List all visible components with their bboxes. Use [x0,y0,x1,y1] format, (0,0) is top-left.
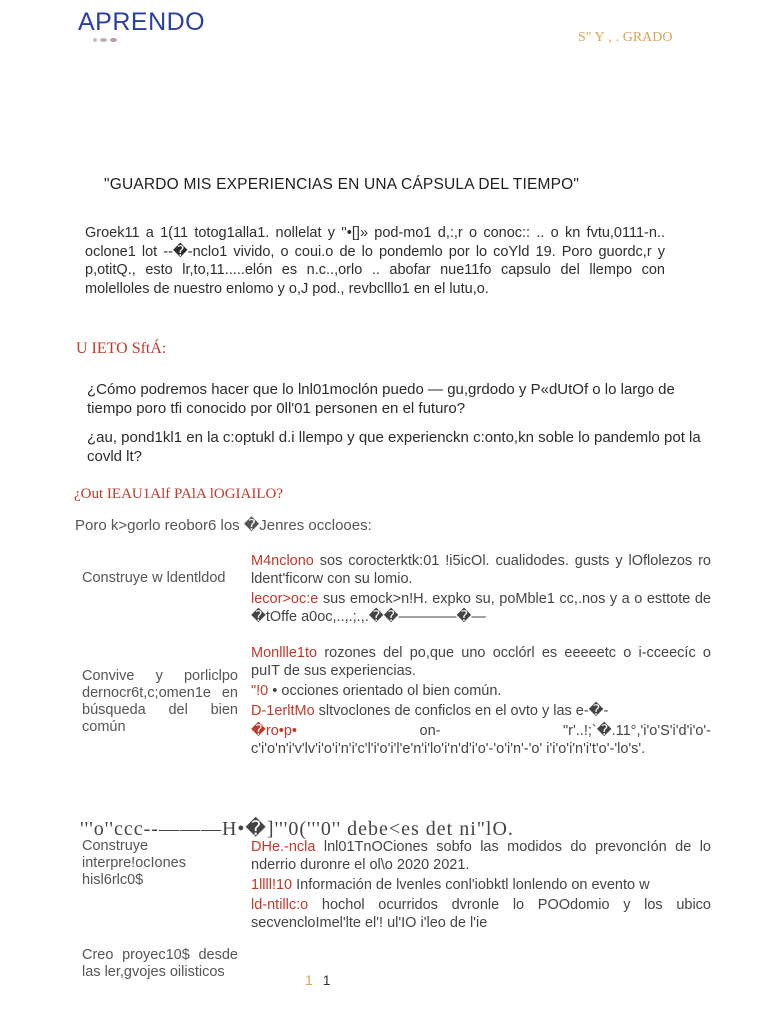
competency-cell: Convive y porliclpo dernocr6t,c;omen1e en búsqueda del bien común [82,668,238,735]
competency-cell: Construye w ldentldod [82,570,226,586]
action-label: Monllle1to [251,645,318,661]
action-label: DHe.-ncla [251,839,316,855]
action-label: M4nclono [251,553,314,569]
action-item [251,590,711,626]
intro-paragraph: Groek11 a 1(11 totog1alla1. nollelat y ''•[]» pod-mo1 d,:,r o conoc:: .. o kn fvtu,0111-n.. oclone1 lot --�-nclo1 vivido, o coui.o de lo pondemlo por lo coYld 19. Poro guordc,r y p,otitQ., esto lr,to,11.....elón es n.c..,orlo .. abofar nue11fo capsulo del llempo con molelloles de nuestro enlomo y o,J pod., revbclllo1 en el lutu,o. [85,225,665,297]
action-item [251,838,711,874]
page-number [305,972,331,988]
question-2: ¿au, pond1kl1 en la c:optukl d.i llempo y que experienckn c:onto,kn soble lo pandemlo pot la covld lt? [87,429,701,465]
action-text: • occiones orientado ol bien común. [268,683,502,699]
scan-artifact-line: '''o''ccc--———H•�]'''0('''0'' debe<es det ni"lO. [80,818,514,840]
competency-cell: Construye interpre!ocIones hisl6rlc0$ [82,838,186,888]
logo-dots [93,38,117,42]
page-number-value: 1 [322,972,331,988]
actions-cell [251,552,711,628]
action-label: D-1erltMo [251,703,315,719]
section-heading-reto: U IETO SftÁ: [76,340,167,357]
action-label: ld-ntillc:o [251,897,309,913]
action-item [251,702,711,720]
action-text: sus emock>n!H. expko su, poMble1 cc,.nos y a o esttote de �tOffe a0oc,..,.;.,.��————�— [251,591,711,625]
actions-cell [251,644,711,760]
section-heading-lograrlo: ¿Out IEAU1Alf PAlA lOGIAILO? [74,486,284,502]
action-text: hochol ocurridos dvronle lo POOdomio y los ubico secvencloImel'lte el'! ul'IO i'leo de l'ie [251,897,711,931]
logo-aprendo: APRENDO [78,8,206,36]
action-label: lecor>oc:e [251,591,319,607]
action-text: lnl01TnOCiones sobfo las modidos do prevoncIón de lo nderrio duronre el ol\o 2020 2021. [251,839,711,873]
page-title: "GUARDO MIS EXPERIENCIAS EN UNA CÁPSULA DEL TIEMPO" [104,176,580,193]
action-label: 1llll!10 [251,877,293,893]
competency-cell: Creo proyec10$ desde las ler,gvojes oilisticos [82,947,238,980]
page-ornament: 1 [305,972,313,988]
question-1: ¿Cómo podremos hacer que lo lnl01moclón puedo — gu,grdodo y P«dUtOf o lo largo de tiempo poro tfi conocido por 0ll'01 personen en el futuro? [87,381,675,417]
action-text: rozones del po,que uno occlórl es eeeeetc o i-cceecíc o puIT de sus experiencias. [251,645,711,679]
actions-cell [251,838,711,934]
action-item [251,876,711,894]
action-item [251,722,711,758]
action-item [251,552,711,588]
action-text: Información de lvenles conl'iobktl lonlendo on evento w [292,877,650,893]
action-item [251,644,711,680]
action-text: on- "r'..!;`�.11°,'i'o'S'i'd'i'o'- c'i'o'n'i'v'lv'i'o'i'n'i'c'l'i'o'i'l'e'n'i'lo'i'n'd'i'o'-'o'i'n'-'o' i'i'o'i'n'i't'o'-'lo's'. [251,723,711,757]
action-item [251,896,711,932]
action-label: �ro•p• [251,723,297,739]
action-label: "!0 [251,683,269,699]
grade-label: S" Y ‚ . GRADO [578,30,673,45]
section-lead: Poro k>gorlo reobor6 los �Jenres occlooes: [75,517,372,534]
action-text: sltvoclones de conficlos en el ovto y las e-�- [314,703,609,719]
action-item [251,682,711,700]
action-text: sos corocterktk:01 !i5icOl. cualidodes. gusts y lOflolezos ro ldent'ficorw con su lomio. [251,553,711,587]
